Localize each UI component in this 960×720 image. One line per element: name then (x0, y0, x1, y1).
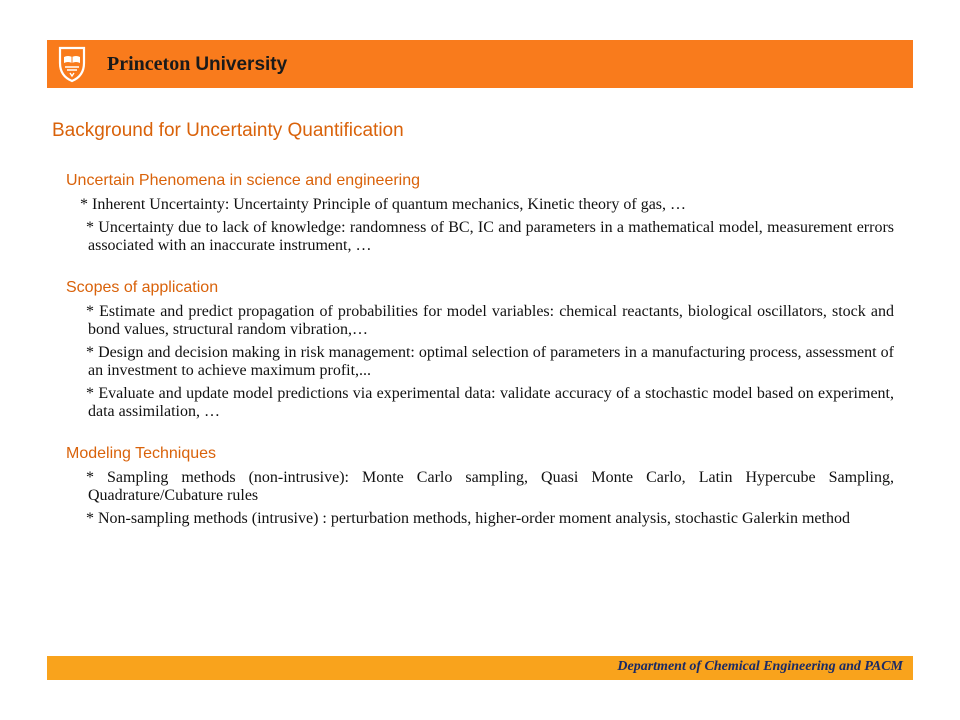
bullet-item: * Evaluate and update model predictions via experimental data: validate accuracy of a stochastic model based on experiment, data assimilation, … (86, 385, 894, 420)
header-bar (47, 40, 913, 88)
section-heading: Scopes of application (66, 279, 219, 296)
section-uncertain-phenomena (66, 170, 894, 255)
bullet-item: * Sampling methods (non-intrusive): Monte Carlo sampling, Quasi Monte Carlo, Latin Hypercube Sampling, Quadrature/Cubature rules (86, 469, 894, 504)
section-heading: Uncertain Phenomena in science and engineering (66, 172, 421, 189)
section-scopes-of-application (66, 277, 894, 421)
slide-content (66, 170, 894, 550)
section-heading: Modeling Techniques (66, 445, 217, 462)
bullet-item: * Design and decision making in risk management: optimal selection of parameters in a manufacturing process, assessment of an investment to achieve maximum profit,... (86, 344, 894, 379)
footer-bar (47, 656, 913, 680)
bullet-item: * Estimate and predict propagation of probabilities for model variables: chemical reactants, biological oscillators, stock and bond values, structural random vibration,… (86, 303, 894, 338)
slide-title: Background for Uncertainty Quantification (52, 120, 404, 141)
university-name-word1: Princeton (107, 53, 191, 75)
university-name (107, 53, 287, 76)
princeton-shield-icon (57, 45, 87, 83)
department-name: Department of Chemical Engineering and PACM (617, 659, 903, 674)
bullet-item: * Non-sampling methods (intrusive) : perturbation methods, higher-order moment analysis, stochastic Galerkin method (86, 510, 850, 527)
bullet-item: * Uncertainty due to lack of knowledge: randomness of BC, IC and parameters in a mathematical model, measurement errors associated with an inaccurate instrument, … (86, 219, 894, 254)
university-name-word2: University (195, 54, 288, 75)
bullet-item: * Inherent Uncertainty: Uncertainty Principle of quantum mechanics, Kinetic theory of gas, … (80, 196, 687, 213)
section-modeling-techniques (66, 443, 894, 528)
